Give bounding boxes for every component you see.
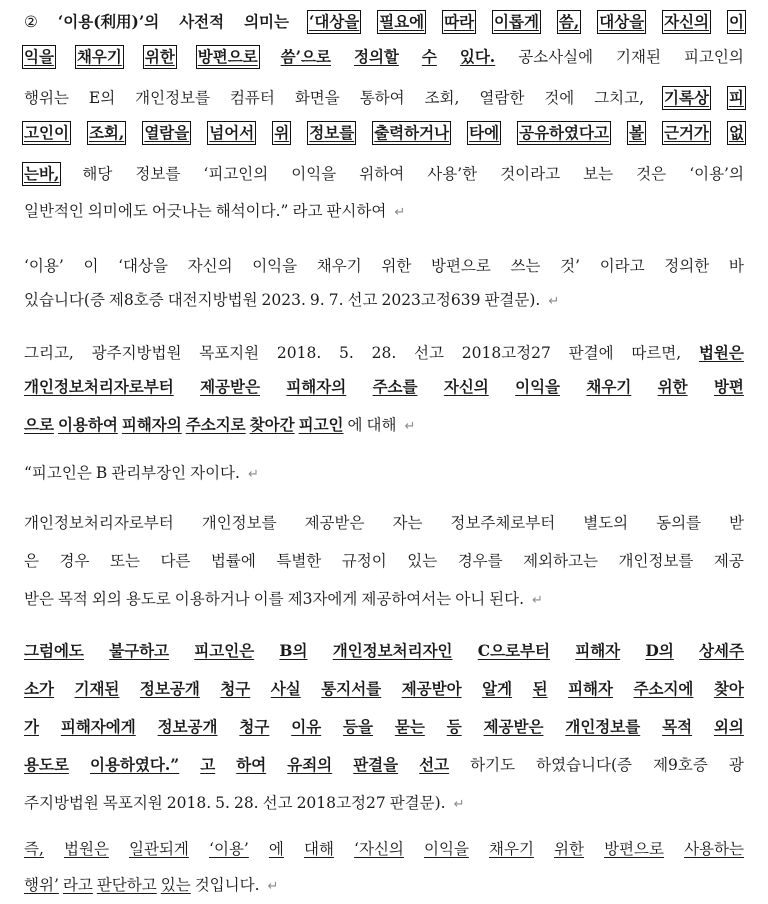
word: 어긋나는: [151, 202, 212, 220]
word: 보는: [583, 165, 614, 183]
word: 외의: [713, 717, 744, 736]
text-line: [24, 551, 744, 571]
word: 제9호증: [653, 756, 708, 774]
word: 대상을: [599, 12, 645, 31]
word: 그치고,: [594, 89, 645, 107]
word: 것’: [560, 257, 581, 275]
text-line: [24, 164, 744, 184]
word: 개인정보처리자인: [332, 641, 453, 660]
word: 알게: [482, 679, 513, 698]
word: 선고: [414, 344, 444, 362]
word: 위: [274, 123, 290, 142]
text-line: [24, 201, 744, 221]
word: 열람을: [144, 123, 190, 142]
word: 선고: [262, 794, 293, 812]
word: 위한: [657, 377, 688, 396]
word: 공유하였다고: [519, 123, 609, 142]
word: 통지서를: [321, 679, 382, 698]
word: 통하여: [359, 89, 405, 107]
word: 대해: [366, 416, 397, 434]
word: 불구하고: [109, 641, 170, 660]
word: 자신의: [187, 257, 233, 275]
word: 즉,: [24, 840, 44, 858]
word: 기재된: [74, 679, 120, 698]
word: C으로부터: [477, 641, 550, 660]
word: 위한: [381, 257, 412, 275]
word: 받은: [24, 590, 54, 608]
word: 판결문).: [389, 794, 446, 812]
word: 주소를: [372, 377, 418, 396]
word: D의: [645, 641, 674, 660]
word: 것에: [544, 89, 575, 107]
text-line: [24, 641, 744, 661]
word: 있습니다(증: [24, 291, 105, 309]
word: 피고인은: [194, 641, 255, 660]
word: 용도로: [24, 755, 69, 774]
text-line: [24, 717, 744, 737]
text-line: [24, 256, 744, 276]
word: 정보공개: [157, 717, 218, 736]
word: 피해자에게: [60, 717, 136, 736]
word: 씀’으로: [280, 47, 331, 66]
word: ‘피고인의: [203, 165, 269, 183]
word: B의: [279, 641, 308, 660]
paragraph-mark-icon: ↵: [548, 294, 560, 309]
word: 에: [268, 840, 284, 858]
word: 그리고,: [24, 344, 74, 362]
word: 정의할: [353, 47, 399, 66]
word: 이용하였다.”: [89, 755, 180, 774]
word: 방편으로: [430, 257, 491, 275]
word: 7.: [328, 291, 344, 309]
word: 하였습니다(증: [536, 756, 633, 774]
word: 제공받은: [200, 377, 260, 396]
word: 등을: [343, 717, 373, 736]
word: ‘대상을: [118, 257, 168, 275]
word: 것이라고: [500, 165, 561, 183]
word: 하여: [236, 755, 267, 774]
text-line: [24, 839, 744, 859]
word: 이라고: [599, 257, 645, 275]
word: 채우기: [489, 840, 534, 858]
word: ‘이용’의: [689, 165, 744, 183]
word: ‘대상을: [308, 12, 360, 31]
word: 제공받은: [304, 514, 365, 532]
word: 그럼에도: [24, 641, 84, 660]
word: 피해자: [575, 641, 621, 660]
word: 선고: [419, 755, 450, 774]
word: ②: [24, 13, 38, 31]
text-line: [24, 513, 744, 533]
word: 동의를: [656, 514, 702, 532]
word: 사용’한: [427, 165, 478, 183]
word: 라고: [292, 202, 323, 220]
word: 자이다.: [190, 464, 240, 482]
word: 이용하거나: [174, 590, 250, 608]
word: 피해자의: [121, 415, 182, 434]
word: 청구: [220, 679, 251, 698]
word: 라고: [62, 876, 93, 894]
word: 것입니다.: [194, 876, 260, 894]
word: 판결을: [353, 755, 399, 774]
word: 피: [728, 88, 744, 107]
word: 개인정보처리자로부터: [24, 377, 174, 396]
word: 피고인: [298, 415, 344, 434]
text-line: [24, 679, 744, 699]
word: 유죄의: [287, 755, 333, 774]
word: 행위는: [24, 89, 69, 107]
word: 의미에도: [87, 202, 148, 220]
text-line: [24, 88, 744, 108]
word: 또는: [109, 552, 140, 570]
word: 자신의: [443, 377, 489, 396]
word: 제외하고는: [523, 552, 598, 570]
word: 기록상: [664, 88, 709, 107]
word: 된: [532, 679, 548, 698]
word: 이익을: [291, 165, 337, 183]
word: 근거가: [663, 123, 709, 142]
word: 정보주체로부터: [450, 514, 556, 532]
word: 5.: [215, 794, 230, 812]
word: 광주지방법원: [91, 344, 182, 362]
word: 일반적인: [24, 202, 84, 220]
word: 해당: [82, 165, 113, 183]
word: 대전지방법원: [167, 291, 258, 309]
word: 법률에: [210, 552, 256, 570]
word: 의미는: [244, 12, 289, 31]
word: 광: [728, 756, 744, 774]
word: 피해자: [568, 679, 613, 698]
word: 제공받은: [483, 717, 544, 736]
word: 대해: [304, 840, 334, 858]
word: 피고인의: [683, 48, 744, 66]
word: 제8호증: [108, 291, 164, 309]
word: 이: [83, 257, 99, 275]
text-line: [24, 47, 744, 67]
word: 목포지원: [199, 344, 260, 362]
word: 채우기: [316, 257, 362, 275]
word: 정의한: [664, 257, 710, 275]
word: 목적: [57, 590, 88, 608]
word: 규정이: [341, 552, 387, 570]
word: 받: [729, 514, 744, 532]
word: 개인정보를: [618, 552, 694, 570]
word: 이를: [253, 590, 284, 608]
word: 별도의: [583, 514, 629, 532]
word: 관리부장인: [111, 464, 187, 482]
text-line: [24, 377, 744, 397]
word: 는바,: [24, 164, 60, 183]
word: 기재된: [616, 48, 661, 66]
word: 제공: [713, 552, 744, 570]
word: 사실: [270, 679, 301, 698]
word: 위하여: [359, 165, 405, 183]
word: 방편으로: [197, 47, 258, 66]
word: 수: [421, 47, 437, 66]
word: 컴퓨터: [229, 89, 275, 107]
word: 찾아간: [249, 415, 295, 434]
word: 판결문).: [484, 291, 541, 309]
word: 이롭게: [494, 12, 539, 31]
word: ‘자신의: [354, 840, 404, 858]
word: 있다.: [459, 47, 496, 66]
word: 피해자의: [286, 377, 347, 396]
text-line: [24, 123, 744, 143]
word: 위한: [554, 840, 584, 858]
word: 판시하여: [326, 202, 387, 220]
word: 주소지에: [633, 679, 694, 698]
word: 타에: [469, 123, 500, 142]
word: 조회,: [88, 123, 125, 142]
word: 고인이: [24, 123, 69, 142]
word: 선고: [347, 291, 378, 309]
word: 다른: [160, 552, 191, 570]
word: ‘이용’: [209, 840, 249, 858]
word: B: [95, 464, 108, 482]
word: 된다.: [489, 590, 525, 608]
word: 2018.: [166, 794, 212, 812]
word: 방편: [713, 377, 744, 396]
word: 에: [347, 416, 363, 434]
word: 있는: [407, 552, 438, 570]
word: 판단하고: [96, 876, 157, 894]
word: 묻는: [394, 717, 425, 736]
word: 조회,: [424, 89, 460, 107]
word: 출력하거나: [374, 123, 450, 142]
text-line: [24, 793, 744, 813]
word: 2023.: [261, 291, 306, 309]
word: 고: [200, 755, 216, 774]
paragraph-mark-icon: ↵: [453, 797, 465, 812]
word: 행위’: [24, 876, 59, 894]
paragraph-mark-icon: ↵: [267, 879, 279, 894]
word: 자는: [392, 514, 423, 532]
word: 하기도: [470, 756, 516, 774]
word: 채우기: [586, 377, 632, 396]
word: 외의: [91, 590, 122, 608]
word: 정보를: [309, 123, 355, 142]
word: 제공하여서는: [361, 590, 452, 608]
text-line: [24, 875, 744, 895]
paragraph-mark-icon: ↵: [247, 467, 259, 482]
word: ‘이용’: [24, 257, 64, 275]
word: 필요에: [379, 12, 425, 31]
word: 제3자에게: [287, 590, 358, 608]
word: 찾아: [713, 679, 744, 698]
word: 개인정보를: [135, 89, 210, 107]
word: 있는: [160, 876, 191, 894]
word: 이익을: [424, 840, 469, 858]
word: 법원은: [698, 343, 744, 362]
word: 등: [446, 717, 462, 736]
word: 넘어서: [209, 123, 255, 142]
word: 2018고정27: [296, 794, 386, 812]
word: 것은: [636, 165, 667, 183]
word: 청구: [239, 717, 270, 736]
word: 없: [728, 123, 744, 142]
word: 2023고정639: [381, 291, 481, 309]
word: 자신의: [664, 12, 710, 31]
word: 열람한: [479, 89, 525, 107]
word: 아니: [455, 590, 486, 608]
word: 28.: [233, 794, 259, 812]
word: 볼: [628, 123, 644, 142]
word: 은: [24, 552, 39, 570]
word: 경우를: [457, 552, 503, 570]
word: 2018.: [276, 344, 322, 362]
word: 익을: [24, 47, 54, 66]
word: 소가: [24, 679, 54, 698]
word: 가: [24, 717, 39, 736]
word: 화면을: [294, 89, 340, 107]
word: 9.: [309, 291, 325, 309]
word: ‘이용(利用)’의: [57, 12, 160, 31]
word: “피고인은: [24, 464, 92, 482]
text-line: [24, 589, 744, 609]
word: 바: [728, 257, 744, 275]
word: 공소사실에: [518, 48, 594, 66]
word: 28.: [371, 344, 397, 362]
word: 목포지원: [102, 794, 163, 812]
word: 씀,: [558, 12, 580, 31]
word: 방편으로: [604, 840, 664, 858]
word: 5.: [339, 344, 354, 362]
text-line: [24, 12, 744, 32]
word: 따르면,: [631, 344, 682, 362]
word: 이용하여: [57, 415, 118, 434]
word: 이: [728, 12, 744, 31]
paragraph-mark-icon: ↵: [394, 205, 406, 220]
text-line: [24, 290, 744, 310]
text-line: [24, 463, 744, 483]
text-line: [24, 343, 744, 363]
text-line: [24, 755, 744, 775]
word: 경우: [59, 552, 90, 570]
word: 정보를: [135, 165, 181, 183]
word: 채우기: [76, 47, 122, 66]
word: 사전적: [179, 12, 225, 31]
word: 목적: [662, 717, 693, 736]
word: 사용하는: [684, 840, 744, 858]
word: 이유: [291, 717, 322, 736]
word: 특별한: [276, 552, 322, 570]
word: 법원은: [64, 840, 109, 858]
word: 이익을: [515, 377, 561, 396]
paragraph-mark-icon: ↵: [404, 419, 416, 434]
word: 개인정보처리자로부터: [24, 514, 174, 532]
word: 일관되게: [129, 840, 189, 858]
word: 주지방법원: [24, 794, 99, 812]
text-line: [24, 415, 744, 435]
word: 2018고정27: [461, 344, 551, 362]
word: 쓰는: [510, 257, 541, 275]
word: 제공받아: [401, 679, 462, 698]
word: 주소지로: [185, 415, 246, 434]
word: 정보공개: [139, 679, 200, 698]
word: 위한: [144, 47, 175, 66]
word: 상세주: [699, 641, 744, 660]
word: 이익을: [252, 257, 298, 275]
word: 판결에: [568, 344, 614, 362]
word: 개인정보를: [565, 717, 641, 736]
word: 개인정보를: [201, 514, 277, 532]
word: E의: [88, 89, 116, 107]
word: 으로: [24, 415, 54, 434]
word: 따라: [444, 12, 475, 31]
word: 해석이다.”: [215, 202, 289, 220]
word: 용도로: [125, 590, 171, 608]
paragraph-mark-icon: ↵: [532, 593, 543, 608]
